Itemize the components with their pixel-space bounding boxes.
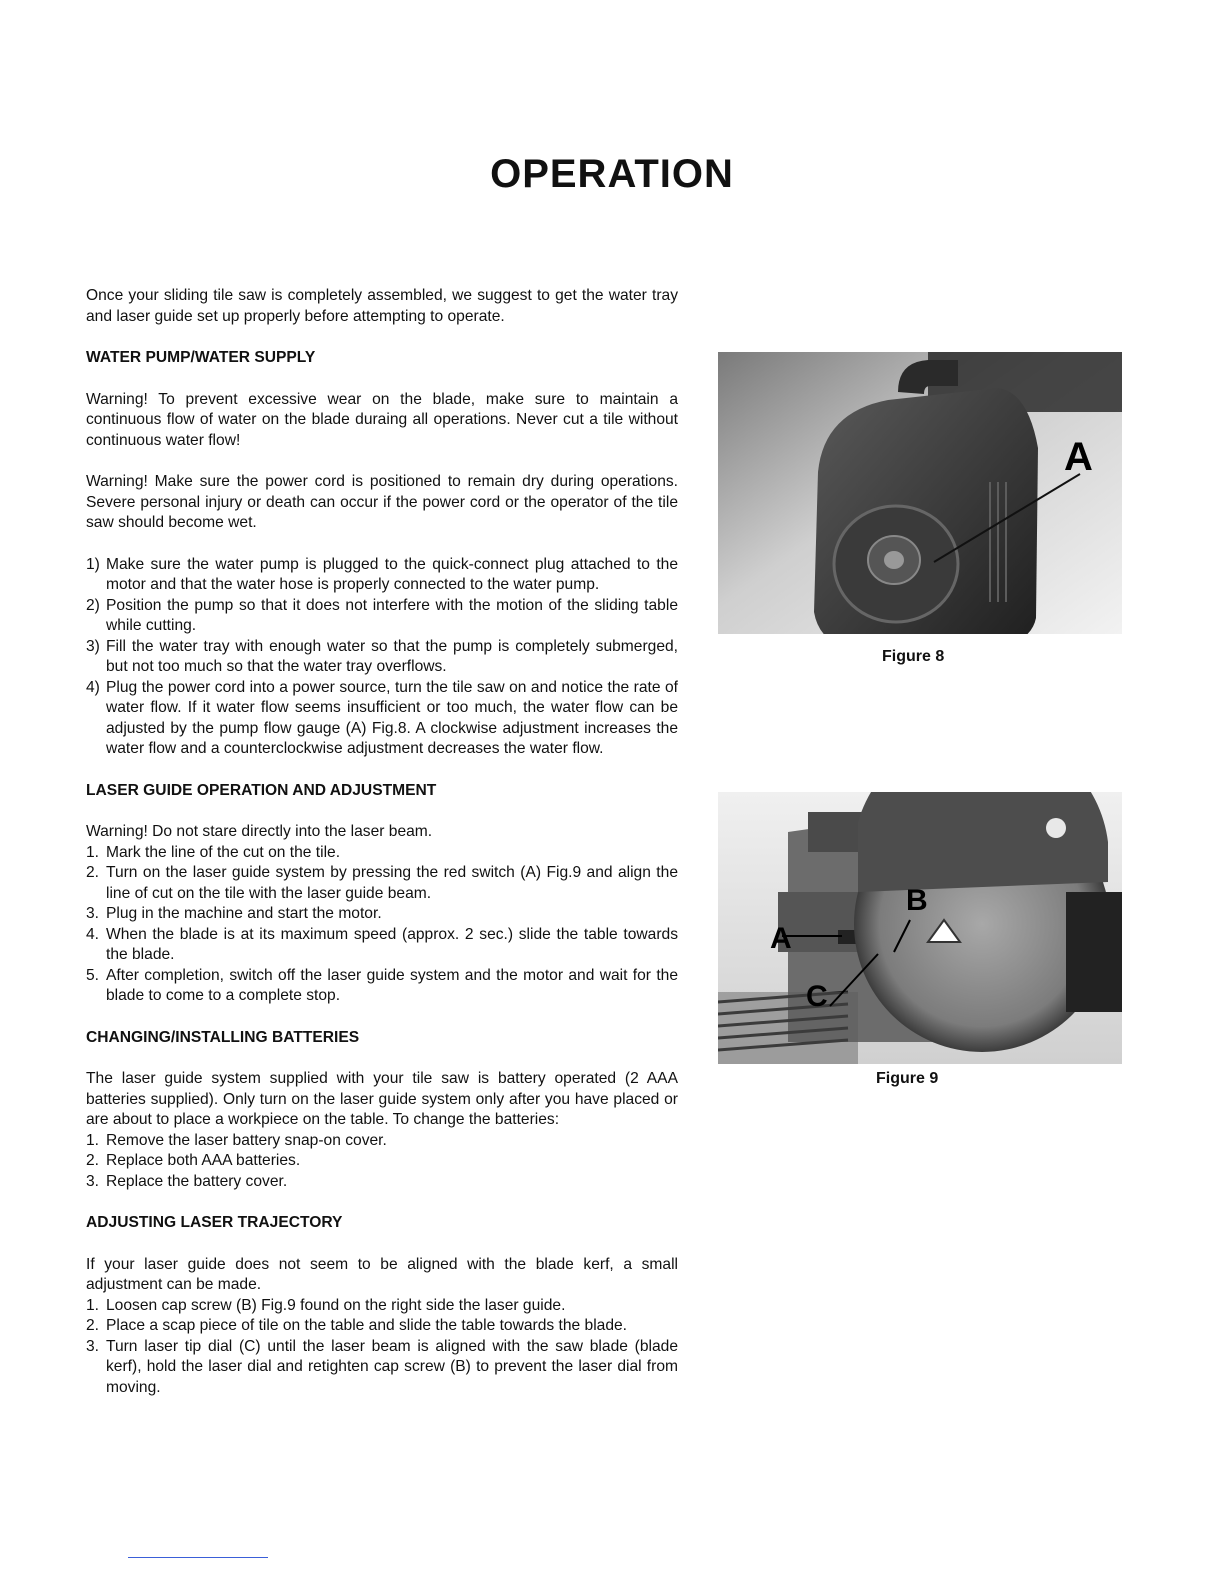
list-item: 1) Make sure the water pump is plugged to the quick-connect plug attached to the motor and that the water hose is properly connected to the water pump. bbox=[86, 555, 678, 593]
list-item: 3. Turn laser tip dial (C) until the laser beam is aligned with the saw blade (blade kerf), hold the laser dial and retighten cap screw (B) to prevent the laser dial from moving. bbox=[86, 1337, 678, 1396]
list-item: 4. When the blade is at its maximum speed (approx. 2 sec.) slide the table towards the blade. bbox=[86, 925, 678, 963]
trajectory-steps-list bbox=[86, 1296, 678, 1399]
figure-9-photo bbox=[718, 792, 1122, 1064]
trajectory-intro: If your laser guide does not seem to be aligned with the blade kerf, a small adjustment can be made. bbox=[86, 1255, 678, 1293]
list-item: 3. Plug in the machine and start the motor. bbox=[86, 905, 382, 922]
list-item: 1. Mark the line of the cut on the tile. bbox=[86, 843, 341, 861]
water-section-heading: WATER PUMP/WATER SUPPLY bbox=[86, 349, 316, 366]
laser-section-heading: LASER GUIDE OPERATION AND ADJUSTMENT bbox=[86, 781, 437, 799]
figure-9-caption: Figure 9 bbox=[876, 1070, 939, 1087]
water-warning-1: Warning! To prevent excessive wear on the blade, make sure to maintain a continuous flow of water on the blade duraing all operations. Never cut a tile without continuous water flow! bbox=[86, 390, 678, 449]
figure-9-label-b: B bbox=[906, 884, 928, 917]
main-text-column bbox=[86, 286, 678, 1398]
list-item: 3. Replace the battery cover. bbox=[86, 1172, 288, 1190]
water-steps-list bbox=[86, 555, 678, 760]
list-item: 2. Replace both AAA batteries. bbox=[86, 1152, 301, 1169]
page-title: OPERATION bbox=[490, 152, 734, 196]
battery-section-heading: CHANGING/INSTALLING BATTERIES bbox=[86, 1028, 360, 1046]
figure-9-label-c: C bbox=[806, 980, 828, 1013]
list-item: 4) Plug the power cord into a power source, turn the tile saw on and notice the rate of water flow. If it water flow seems insufficient or too much, the water flow can be adjusted by the pump flow gauge (A) Fig.8. A clockwise adjustment increases the water flow and a counterclockwise adjustment decreases the water flow. bbox=[86, 678, 678, 757]
figure-8-photo bbox=[718, 352, 1122, 634]
list-item: 1. Loosen cap screw (B) Fig.9 found on the right side the laser guide. bbox=[86, 1296, 566, 1314]
figure-8-caption: Figure 8 bbox=[882, 648, 945, 665]
battery-intro: The laser guide system supplied with your tile saw is battery operated (2 AAA batteries supplied). Only turn on the laser guide system only after you have placed or are about to place a workpiece on the table. To change the batteries: bbox=[86, 1070, 678, 1128]
list-item: 2. Turn on the laser guide system by pressing the red switch (A) Fig.9 and align the line of cut on the tile with the laser guide beam. bbox=[86, 864, 678, 902]
list-item: 3) Fill the water tray with enough water so that the pump is completely submerged, but not too much so that the water tray overflows. bbox=[86, 637, 678, 675]
trajectory-section-heading: ADJUSTING LASER TRAJECTORY bbox=[86, 1214, 343, 1231]
footer-underline bbox=[128, 1557, 268, 1558]
list-item: 2) Position the pump so that it does not interfere with the motion of the sliding table while cutting. bbox=[86, 596, 678, 634]
figure-8-label-a: A bbox=[1064, 435, 1093, 479]
battery-steps-list bbox=[86, 1131, 678, 1193]
list-item: 5. After completion, switch off the laser guide system and the motor and wait for the blade to come to a complete stop. bbox=[86, 966, 678, 1004]
laser-warning: Warning! Do not stare directly into the laser beam. bbox=[86, 823, 433, 840]
intro-paragraph: Once your sliding tile saw is completely assembled, we suggest to get the water tray and laser guide set up properly before attempting to operate. bbox=[86, 287, 678, 325]
list-item: 1. Remove the laser battery snap-on cover. bbox=[86, 1131, 387, 1149]
list-item: 2. Place a scap piece of tile on the table and slide the table towards the blade. bbox=[86, 1317, 628, 1334]
laser-steps-list bbox=[86, 843, 678, 1007]
figure-9-label-a: A bbox=[770, 922, 792, 955]
water-warning-2: Warning! Make sure the power cord is positioned to remain dry during operations. Severe personal injury or death can occur if the power cord or the operator of the tile saw should become wet. bbox=[86, 473, 678, 531]
